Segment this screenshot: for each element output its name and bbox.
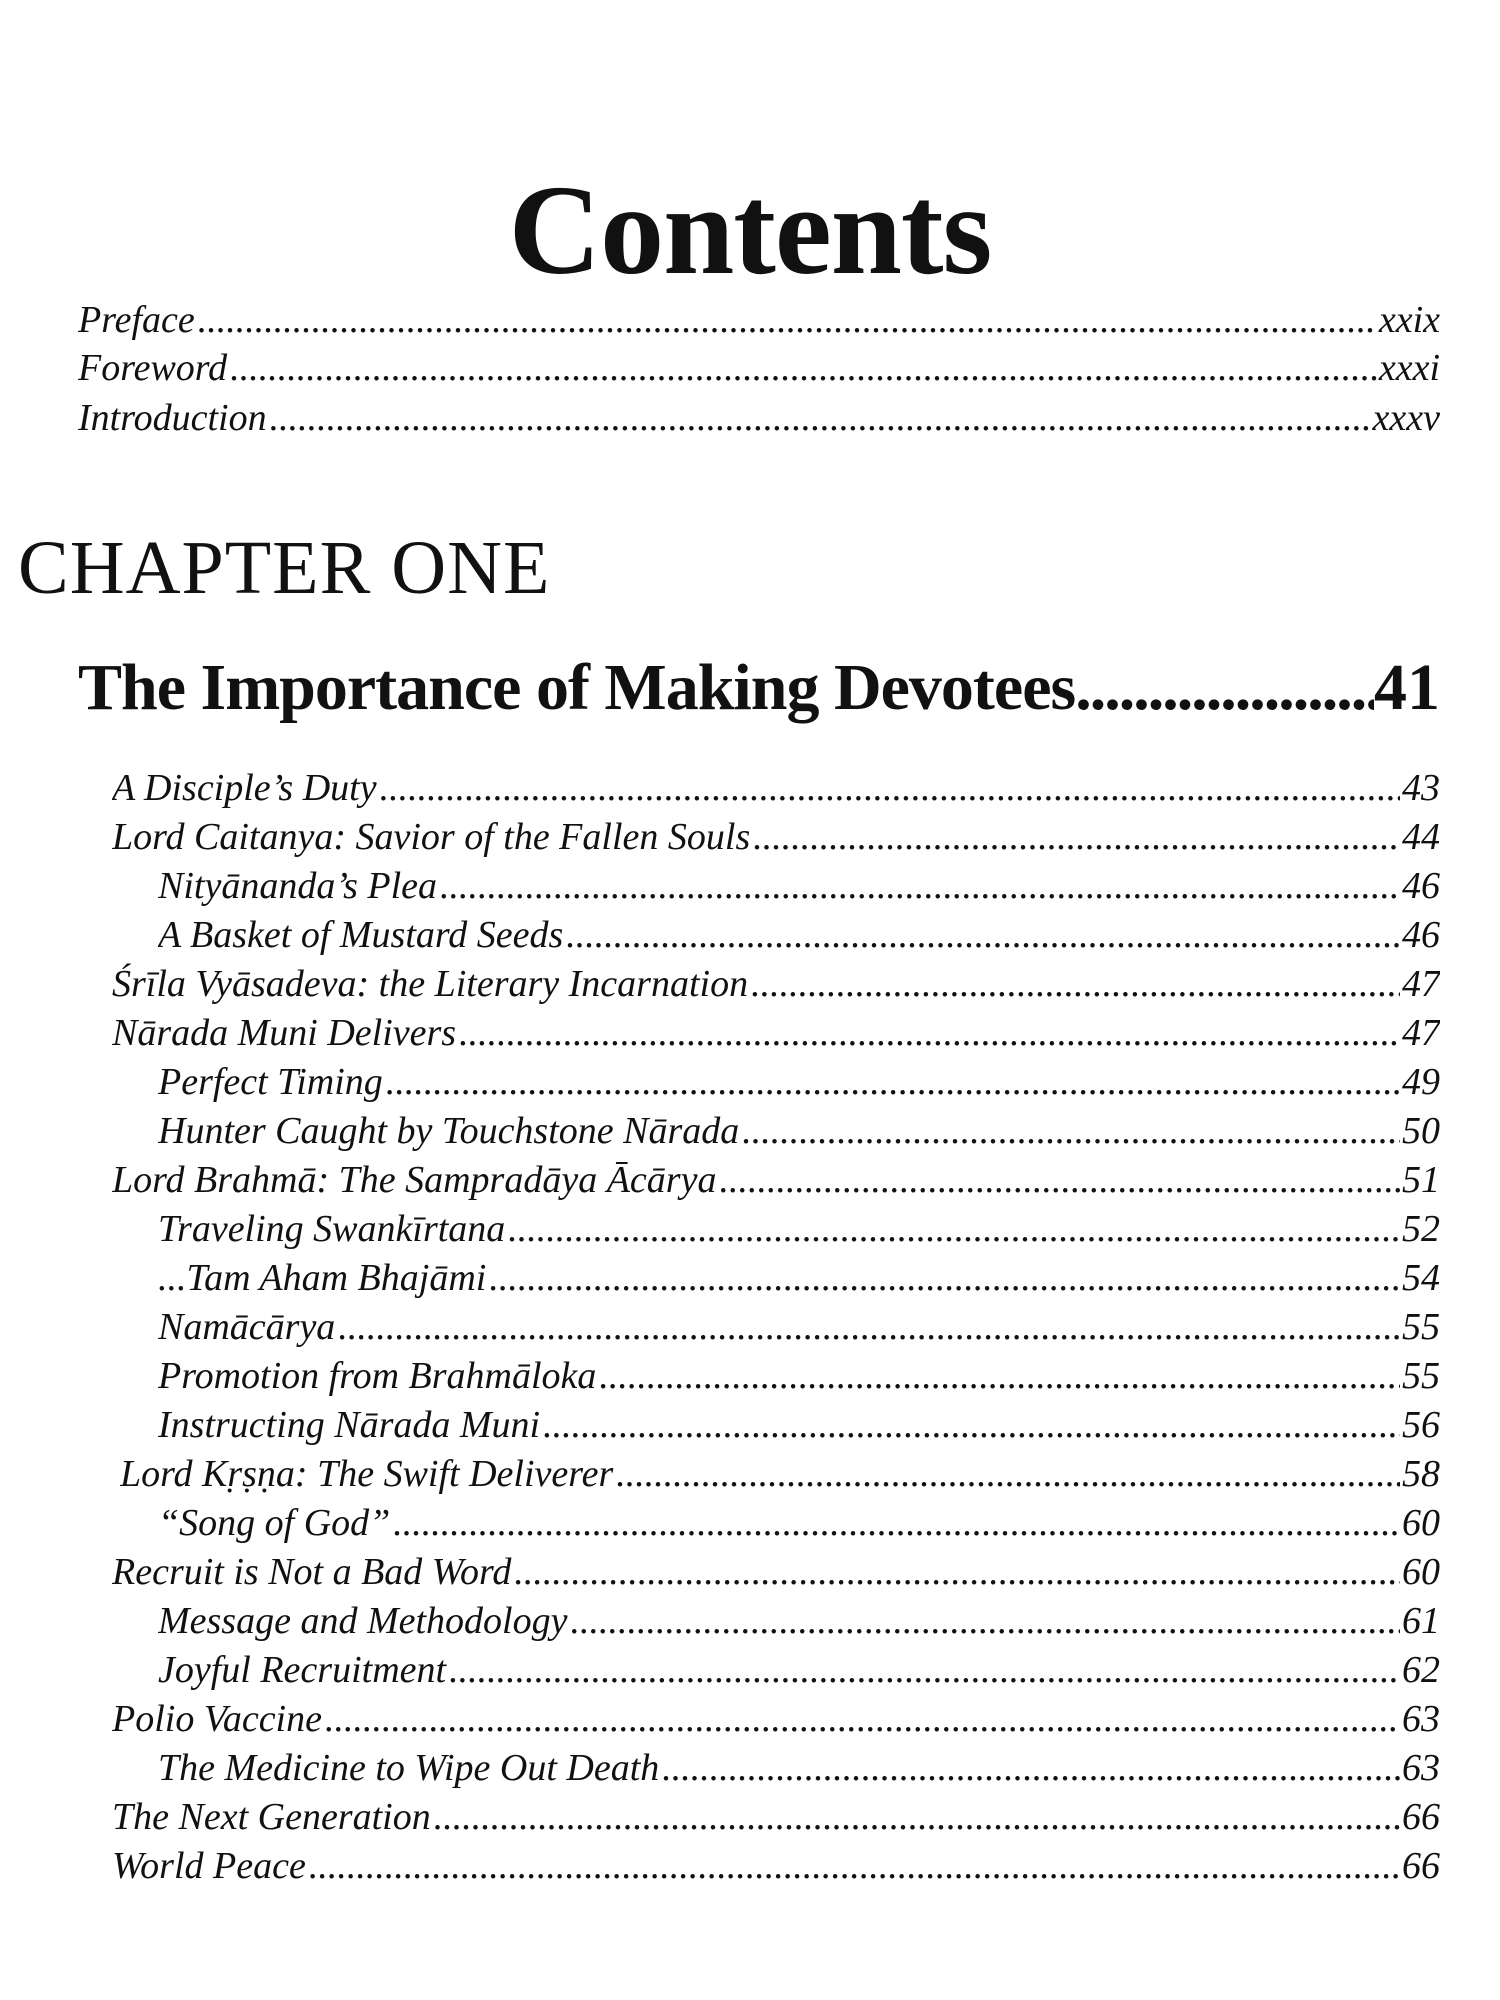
toc-entry-page: 58	[1402, 1453, 1440, 1495]
toc-entry-sub[interactable]	[158, 1107, 1440, 1155]
toc-entry-page: 60	[1402, 1502, 1440, 1544]
toc-entry-page: 55	[1402, 1306, 1440, 1348]
toc-entry-page: 56	[1402, 1404, 1440, 1446]
dot-leader	[448, 1646, 1400, 1694]
toc-entry-sub[interactable]	[158, 1254, 1440, 1302]
dot-leader	[439, 862, 1400, 910]
dot-leader	[750, 960, 1400, 1008]
toc-entry[interactable]	[112, 1842, 1440, 1890]
toc-entry-page: 60	[1402, 1551, 1440, 1593]
dot-leader	[598, 1352, 1400, 1400]
toc-entry-page: xxxv	[1372, 397, 1440, 439]
toc-entry-page: 66	[1402, 1796, 1440, 1838]
toc-entry-label: Perfect Timing	[158, 1061, 383, 1103]
toc-entry-sub[interactable]	[158, 1205, 1440, 1253]
dot-leader	[569, 1597, 1400, 1645]
toc-entry-label: Promotion from Brahmāloka	[158, 1355, 597, 1397]
toc-entry-introduction[interactable]	[78, 394, 1440, 442]
toc-entry-page: 50	[1402, 1110, 1440, 1152]
toc-entry-sub[interactable]	[158, 1499, 1440, 1547]
toc-entry-sub[interactable]	[158, 1401, 1440, 1449]
toc-entry-label: Hunter Caught by Touchstone Nārada	[158, 1110, 740, 1152]
toc-entry-label: Lord Caitanya: Savior of the Fallen Souls	[112, 816, 751, 858]
toc-entry-page: 55	[1402, 1355, 1440, 1397]
toc-entry-label: Śrīla Vyāsadeva: the Literary Incarnation	[112, 963, 749, 1005]
toc-entry-page: 43	[1402, 767, 1440, 809]
toc-entry-page: 61	[1402, 1600, 1440, 1642]
toc-entry-sub[interactable]	[158, 911, 1440, 959]
toc-entry-label: The Next Generation	[112, 1796, 431, 1838]
dot-leader	[741, 1107, 1400, 1155]
dot-leader	[507, 1205, 1400, 1253]
toc-entry-sub[interactable]	[158, 1352, 1440, 1400]
toc-entry-label: Message and Methodology	[158, 1600, 568, 1642]
toc-entry-label: ...Tam Aham Bhajāmi	[158, 1257, 487, 1299]
toc-entry[interactable]	[112, 1793, 1440, 1841]
dot-leader	[379, 764, 1400, 812]
toc-entry[interactable]	[112, 1548, 1440, 1596]
dot-leader	[392, 1499, 1400, 1547]
chapter-title-text: The Importance of Making Devotees	[78, 651, 1076, 724]
toc-entry-sub[interactable]	[158, 1597, 1440, 1645]
toc-entry-label: The Medicine to Wipe Out Death	[158, 1747, 660, 1789]
dot-leader	[615, 1450, 1400, 1498]
toc-entry-page: 63	[1402, 1747, 1440, 1789]
dot-leader	[1075, 648, 1374, 728]
toc-entry-page: 51	[1402, 1159, 1440, 1201]
chapter-label: CHAPTER ONE	[18, 526, 551, 610]
toc-entry-label: Lord Kṛṣṇa: The Swift Deliverer	[120, 1453, 614, 1495]
dot-leader	[229, 344, 1377, 392]
dot-leader	[718, 1156, 1400, 1204]
toc-entry-page: 44	[1402, 816, 1440, 858]
toc-entry-page: xxix	[1378, 299, 1440, 341]
toc-entry-page: 47	[1402, 1012, 1440, 1054]
dot-leader	[197, 296, 1377, 344]
dot-leader	[752, 813, 1400, 861]
toc-entry-page: 62	[1402, 1649, 1440, 1691]
toc-entry-label: “Song of God”	[158, 1502, 391, 1544]
dot-leader	[565, 911, 1400, 959]
toc-entry-label: A Disciple’s Duty	[112, 767, 377, 809]
page-title: Contents	[508, 158, 992, 301]
toc-entry-page: 46	[1402, 865, 1440, 907]
toc-entry[interactable]	[112, 1009, 1440, 1057]
toc-entry-page: 52	[1402, 1208, 1440, 1250]
toc-entry-label: Introduction	[78, 397, 267, 439]
dot-leader	[308, 1842, 1400, 1890]
toc-entry-label: Nārada Muni Delivers	[112, 1012, 457, 1054]
toc-entry-label: A Basket of Mustard Seeds	[158, 914, 564, 956]
chapter-page: 41	[1374, 651, 1440, 724]
dot-leader	[488, 1254, 1400, 1302]
toc-entry[interactable]	[112, 764, 1440, 812]
dot-leader	[324, 1695, 1400, 1743]
toc-entry-page: 49	[1402, 1061, 1440, 1103]
toc-entry-page: 63	[1402, 1698, 1440, 1740]
toc-entry-preface[interactable]	[78, 296, 1440, 344]
toc-entry-label: Joyful Recruitment	[158, 1649, 447, 1691]
dot-leader	[269, 394, 1371, 442]
toc-entry[interactable]	[112, 1695, 1440, 1743]
toc-entry-label: Nityānanda’s Plea	[158, 865, 438, 907]
toc-entry-label: Namācārya	[158, 1306, 336, 1348]
toc-entry-label: Lord Brahmā: The Sampradāya Ācārya	[112, 1159, 717, 1201]
toc-entry-label: Preface	[78, 299, 195, 341]
toc-entry[interactable]	[120, 1450, 1440, 1498]
dot-leader	[661, 1744, 1400, 1792]
toc-entry[interactable]	[112, 813, 1440, 861]
toc-entry-label: Instructing Nārada Muni	[158, 1404, 541, 1446]
toc-entry-page: xxxi	[1378, 347, 1440, 389]
toc-entry-label: Recruit is Not a Bad Word	[112, 1551, 512, 1593]
toc-entry-sub[interactable]	[158, 862, 1440, 910]
dot-leader	[433, 1793, 1400, 1841]
toc-entry-sub[interactable]	[158, 1058, 1440, 1106]
toc-entry-label: Polio Vaccine	[112, 1698, 322, 1740]
chapter-title[interactable]	[78, 648, 1440, 728]
toc-entry-sub[interactable]	[158, 1303, 1440, 1351]
toc-entry-foreword[interactable]	[78, 344, 1440, 392]
toc-entry-sub[interactable]	[158, 1646, 1440, 1694]
toc-entry[interactable]	[112, 1156, 1440, 1204]
dot-leader	[337, 1303, 1400, 1351]
dot-leader	[458, 1009, 1400, 1057]
toc-entry-page: 46	[1402, 914, 1440, 956]
toc-entry-label: World Peace	[112, 1845, 306, 1887]
toc-entry-page: 66	[1402, 1845, 1440, 1887]
dot-leader	[542, 1401, 1400, 1449]
toc-entry-page: 54	[1402, 1257, 1440, 1299]
toc-entry-label: Traveling Swankīrtana	[158, 1208, 506, 1250]
dot-leader	[513, 1548, 1400, 1596]
toc-entry-page: 47	[1402, 963, 1440, 1005]
toc-entry-sub[interactable]	[158, 1744, 1440, 1792]
dot-leader	[385, 1058, 1400, 1106]
toc-entry-label: Foreword	[78, 347, 228, 389]
toc-entry[interactable]	[112, 960, 1440, 1008]
